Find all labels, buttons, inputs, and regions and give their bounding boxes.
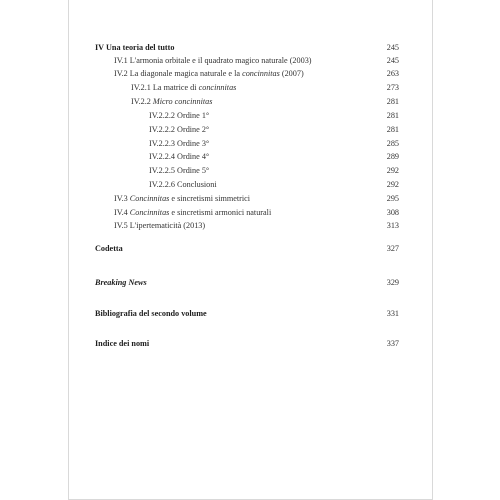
toc-entry [69,307,432,321]
toc-entry-title [131,81,236,95]
toc-entry-title [114,219,205,233]
toc-entry-title-part: IV.2.2.5 Ordine 5° [149,166,210,175]
toc-entry-title-part: IV.4 [114,208,130,217]
toc-entry-title-part: IV Una teoria del tutto [95,43,175,52]
toc-entry [69,123,432,137]
toc-entry [69,137,432,151]
toc-entry-page-number: 281 [386,97,399,106]
toc-entry [69,54,432,68]
toc-entry-page-number: 337 [386,339,399,348]
toc-entry-page-number: 292 [386,180,399,189]
toc-entry-title-part: Concinnitas [129,208,170,217]
toc-entry [69,337,432,351]
toc-entry [69,95,432,109]
toc-entry [69,67,432,81]
toc-entry-title-part: e sincretismi simmetrici [169,194,251,203]
toc-entry-page-number: 313 [386,221,399,230]
toc-entry-title-part: Codetta [95,244,123,253]
toc-entry [69,164,432,178]
toc-entry-title-part: e sincretismi armonici naturali [169,208,272,217]
toc-entry-title-part: Indice dei nomi [95,339,150,348]
toc-entry-title-part: IV.2.2.2 Ordine 1° [149,111,210,120]
toc-entry-title [149,178,217,192]
toc-entry-title [114,67,304,81]
toc-entry-title-part: IV.5 L'ipertematicità (2013) [114,221,206,230]
toc-entry-title-part: Bibliografia del secondo volume [95,309,207,318]
toc-entry-title [149,164,209,178]
toc-entry-page-number: 245 [386,56,399,65]
toc-entry-title [95,337,149,351]
toc-entry-title [149,123,209,137]
toc-entry-title-part: IV.2.2.3 Ordine 3° [149,139,210,148]
toc-entry-title-part: IV.2 La diagonale magica naturale e la [114,69,243,78]
toc-entry-title-part: concinnitas [242,69,280,78]
toc-entry-title-part: IV.2.1 La matrice di [131,83,199,92]
toc-entry [69,150,432,164]
toc-entry-title-part: IV.2.2.2 Ordine 2° [149,125,210,134]
toc-entry-title-part: (2007) [279,69,304,78]
toc-entry-page-number: 331 [386,309,399,318]
toc-entry-title-part: concinnitas [198,83,237,92]
toc-entry [69,219,432,233]
toc-entry-page-number: 295 [386,194,399,203]
toc-entry [69,109,432,123]
toc-entry-title [114,206,271,220]
toc-entry-title [95,41,174,55]
toc-entry-title [114,54,312,68]
toc-entry-title [149,109,209,123]
toc-entry [69,192,432,206]
toc-entry-page-number: 245 [386,43,399,52]
toc-entry-page-number: 327 [386,244,399,253]
toc-entry-page-number: 289 [386,152,399,161]
toc-entry-title [95,307,207,321]
toc-entry-page-number: 285 [386,139,399,148]
toc-entry-title-part: Concinnitas [129,194,170,203]
toc-entry-title-part: Micro concinnitas [152,97,213,106]
toc-entry-title [149,137,209,151]
toc-entry-title [95,276,147,290]
toc-entry-page-number: 263 [386,69,399,78]
toc-entry-page-number: 281 [386,125,399,134]
toc-entry-title [114,192,250,206]
toc-entry-title-part: IV.3 [114,194,130,203]
toc-entry-title-part: IV.2.2.6 Conclusioni [149,180,217,189]
toc-entry [69,41,432,55]
toc-entry-title-part: IV.2.2 [131,97,153,106]
document-page [68,0,433,500]
toc-entry-title [149,150,209,164]
toc-entry-title [131,95,212,109]
toc-entry-page-number: 281 [386,111,399,120]
toc-entry-page-number: 329 [386,278,399,287]
toc-entry [69,242,432,256]
toc-entry-page-number: 308 [386,208,399,217]
toc-entry-title-part: IV.1 L'armonia orbitale e il quadrato magico naturale (2003) [114,56,312,65]
toc-entry [69,81,432,95]
toc-entry [69,178,432,192]
toc-entry [69,276,432,290]
toc-entry [69,206,432,220]
toc-entry-title-part: Breaking News [95,278,147,287]
toc-entry-page-number: 292 [386,166,399,175]
toc-entry-page-number: 273 [386,83,399,92]
toc-entry-title-part: IV.2.2.4 Ordine 4° [149,152,210,161]
toc-entry-title [95,242,123,256]
